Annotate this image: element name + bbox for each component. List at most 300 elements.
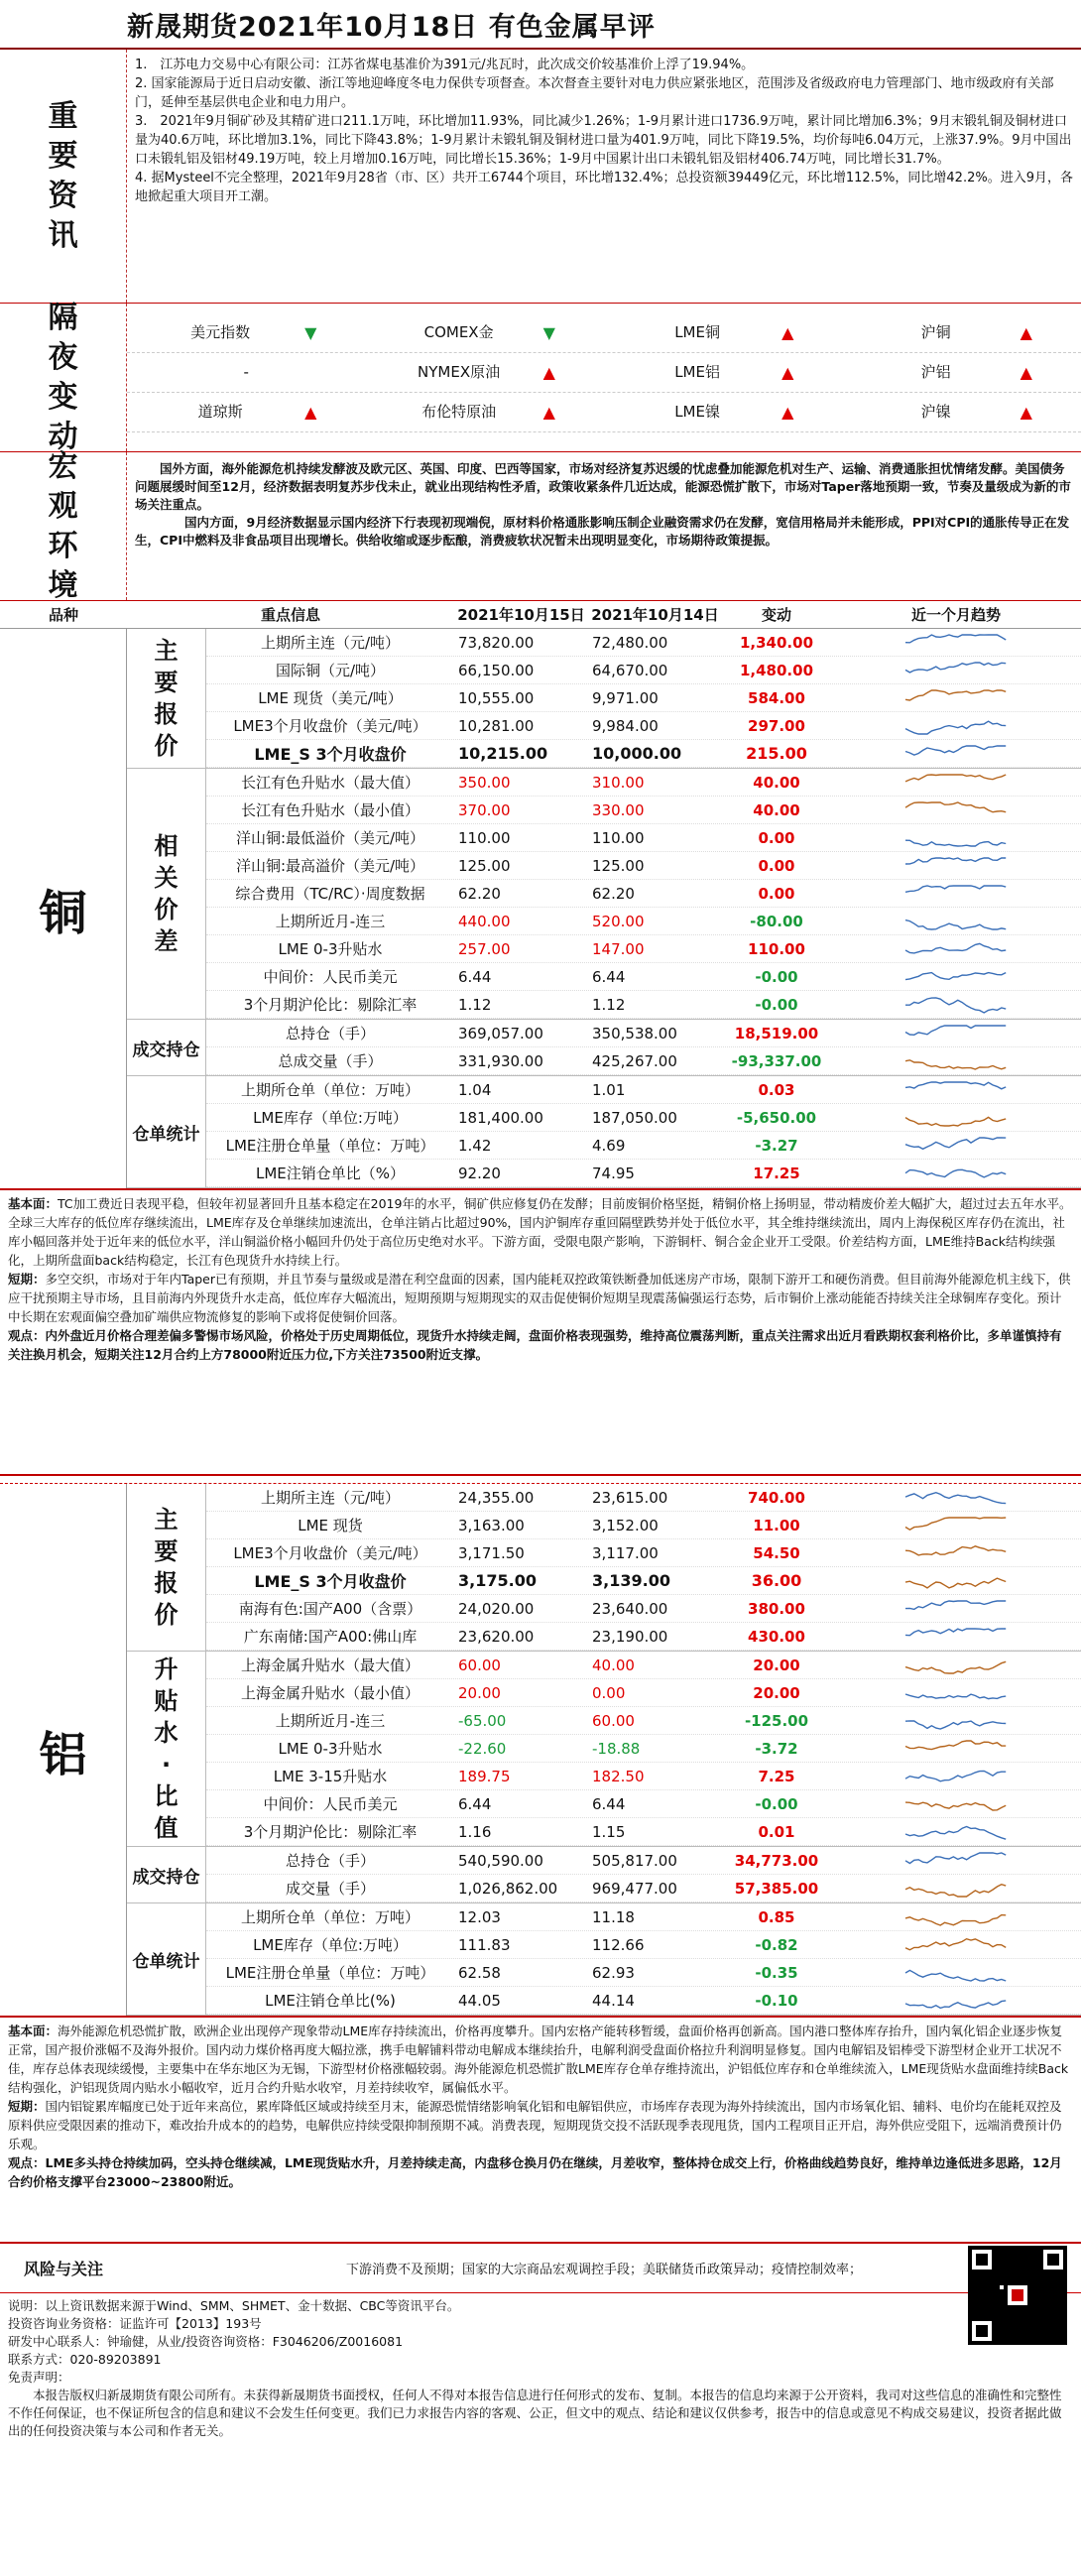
value-previous: 1.15 <box>592 1822 626 1841</box>
up-arrow-icon: ▲ <box>304 403 317 422</box>
value-current: 370.00 <box>458 800 511 819</box>
overnight-grid <box>127 304 1081 451</box>
table-row <box>206 797 1081 824</box>
value-current: 1,026,862.00 <box>458 1879 558 1898</box>
down-arrow-icon: ▼ <box>542 323 555 342</box>
row-name: LME注册仓单量（单位：万吨） <box>225 1137 435 1155</box>
group-label-char: 价 <box>154 1601 179 1629</box>
trend-sparkline <box>901 1793 1011 1815</box>
group-label <box>127 1652 206 1846</box>
trend-cell <box>831 1598 1081 1620</box>
section-label-char: 变 <box>48 379 78 415</box>
trend-sparkline <box>901 1934 1011 1956</box>
table-row <box>206 1679 1081 1707</box>
trend-cell <box>831 1542 1081 1564</box>
group-label-char: 主 <box>154 637 179 665</box>
value-current: 1.12 <box>458 995 492 1014</box>
value-previous: 187,050.00 <box>592 1108 677 1127</box>
trend-sparkline <box>901 1626 1011 1648</box>
trend-cell <box>831 1934 1081 1956</box>
change-value: 0.03 <box>758 1080 795 1099</box>
analysis-heading: 基本面： <box>8 2024 59 2038</box>
trend-cell <box>831 1163 1081 1184</box>
row-name: LME_S 3个月收盘价 <box>254 745 407 764</box>
group-label-char: 报 <box>154 700 179 728</box>
group-rows <box>206 629 1081 768</box>
group-label <box>127 1847 206 1902</box>
trend-cell <box>831 1023 1081 1044</box>
value-current: 369,057.00 <box>458 1024 543 1043</box>
change-value: -0.82 <box>755 1935 798 1954</box>
qr-code-icon <box>968 2246 1067 2345</box>
group-label-char: 报 <box>154 1569 179 1597</box>
overnight-label <box>0 300 127 454</box>
change-value: -0.35 <box>755 1963 798 1982</box>
section-label-char: 动 <box>48 419 78 454</box>
row-group <box>127 629 1081 769</box>
trend-cell <box>831 1655 1081 1676</box>
group-label <box>127 1020 206 1075</box>
macro-paragraph: 国外方面，海外能源危机持续发酵波及欧元区、英国、印度、巴西等国家，市场对经济复苏迟缓的忧虑叠加能源危机对生产、运输、消费通胀担忧情绪发酵。美国债务问题展缓时间至12月，经济数据表明复苏步伐未止，就业出现结构性矛盾，政策收紧条件几近达成，能源恐慌扩散下，市场对Taper落地预期一致，节奏及量级成为新的市场关注重点。 <box>135 461 1071 512</box>
analysis-heading: 基本面： <box>8 1196 59 1211</box>
change-value: 57,385.00 <box>734 1879 819 1898</box>
trend-cell <box>831 1962 1081 1984</box>
row-group <box>127 1484 1081 1652</box>
value-previous: 3,139.00 <box>592 1571 670 1590</box>
analysis-text: 内外盘近月价格合理差偏多警惕市场风险，价格处于历史周期低位，现货升水持续走阔，盘面价格表现强势，维持高位震荡判断，重点关注需求出近月看跌期权套利格价比，多单谨慎持有关注换月机会，短期关注12月合约上方78000附近压力位,下方关注73500附近支撑。 <box>8 1328 1062 1362</box>
trend-sparkline <box>901 632 1011 654</box>
change-value: 0.00 <box>758 884 795 903</box>
table-row <box>206 1763 1081 1790</box>
change-value: 215.00 <box>746 744 807 763</box>
trend-sparkline <box>901 772 1011 794</box>
value-current: 1.16 <box>458 1822 492 1841</box>
value-current: 24,020.00 <box>458 1599 535 1618</box>
trend-sparkline <box>901 1878 1011 1900</box>
column-header: 2021年10月14日 <box>591 606 719 624</box>
value-previous: 74.95 <box>592 1164 635 1182</box>
value-current: 73,820.00 <box>458 633 535 652</box>
news-item: 3. 2021年9月铜矿砂及其精矿进口211.1万吨，环比增加11.93%，同比减少1.26%；1-9月累计进口1736.9万吨，累计同比增加6.3%；9月末锻轧铜及铜材进口量为40.6万吨，环比增加3.1%，同比下降43.8%；1-9月累计未锻轧铜及铜材进口量为401.9万吨，同比下降19.5%，均价每吨6.04万元，上涨37.9%。9月中国出口未锻轧铝及铝材49.19万吨，较上月增加0.16万吨，同比增长15.36%；1-9月中国累计出口未锻轧铝及铝材406.74万吨，同比增长31.7%。 <box>135 114 1072 167</box>
change-value: 17.25 <box>753 1164 800 1182</box>
row-group <box>127 1903 1081 2016</box>
change-value: -93,337.00 <box>731 1051 822 1070</box>
group-rows <box>206 1020 1081 1075</box>
trend-sparkline <box>901 911 1011 932</box>
up-arrow-icon: ▲ <box>781 323 794 342</box>
column-header: 变动 <box>761 606 791 624</box>
value-previous: 0.00 <box>592 1683 626 1702</box>
row-name: LME注册仓单量（单位：万吨） <box>225 1964 435 1982</box>
group-label <box>127 769 206 1019</box>
value-previous: 23,615.00 <box>592 1488 668 1507</box>
footer-line: 投资咨询业务资格：证监许可【2013】193号 <box>8 2316 262 2331</box>
value-previous: 60.00 <box>592 1711 635 1730</box>
table-header <box>0 601 1081 629</box>
overnight-cell <box>127 403 366 422</box>
value-current: 440.00 <box>458 912 511 930</box>
change-value: -0.00 <box>755 1794 798 1813</box>
section-label-char: 隔 <box>48 300 78 335</box>
overnight-name: NYMEX原油 <box>418 363 501 381</box>
trend-sparkline <box>901 1962 1011 1984</box>
value-previous: 40.00 <box>592 1656 635 1674</box>
row-group <box>127 1020 1081 1076</box>
trend-cell <box>831 883 1081 905</box>
overnight-name: 沪铝 <box>920 363 951 381</box>
group-label-char: 要 <box>154 1537 179 1565</box>
analysis-heading: 观点： <box>8 2155 46 2170</box>
table-row <box>206 824 1081 852</box>
news-item: 2. 国家能源局于近日启动安徽、浙江等地迎峰度冬电力保供专项督查。本次督查主要针对电力供应紧张地区，范围涉及省级政府电力管理部门、地市级政府有关部门，延伸至基层供电企业和电力用户。 <box>135 76 1054 110</box>
analysis-paragraph <box>8 2022 1073 2097</box>
value-previous: 147.00 <box>592 939 645 958</box>
group-rows <box>206 1847 1081 1902</box>
change-value: 34,773.00 <box>734 1851 819 1870</box>
trend-sparkline <box>901 1542 1011 1564</box>
analysis-text: 多空交织，市场对于年内Taper已有预期，并且节奏与量级或是潜在利空盘面的因素，国内能耗双控政策铁断叠加低迷房产市场，限制下游开工和硬伤消费。但目前海外能源危机主线下，供应干扰预期主导市场，且目前海内外现货升水走高，低位库存大幅流出，短期预期与短期现实的双击促使铜价短期呈现震荡偏强运行态势，后市铜价上涨动能能否持续关注全球铜库存变化。预计中长期在宏观面偏空叠加矿端供应物流修复的影响下或将促使铜价回落。 <box>8 1272 1071 1324</box>
value-previous: 1.01 <box>592 1080 626 1099</box>
value-previous: 3,117.00 <box>592 1543 659 1562</box>
value-current: 3,163.00 <box>458 1516 525 1534</box>
table-row <box>206 1623 1081 1651</box>
trend-sparkline <box>901 827 1011 849</box>
row-name: 上海金属升贴水（最小值） <box>240 1684 420 1702</box>
table-row <box>206 935 1081 963</box>
trend-cell <box>831 1821 1081 1843</box>
metal-rows <box>127 629 1081 1188</box>
table-row <box>206 1875 1081 1902</box>
trend-sparkline <box>901 1655 1011 1676</box>
row-name: LME注销仓单比（%） <box>255 1165 406 1182</box>
section-label-char: 重 <box>48 98 78 134</box>
value-previous: 425,267.00 <box>592 1051 677 1070</box>
trend-cell <box>831 1135 1081 1157</box>
value-previous: 350,538.00 <box>592 1024 677 1043</box>
group-label-char: · <box>161 1751 172 1779</box>
row-name: 广东南储:国产A00:佛山库 <box>243 1628 418 1646</box>
table-row <box>206 1847 1081 1875</box>
trend-cell <box>831 1682 1081 1704</box>
copper-block <box>0 629 1081 1190</box>
row-name: 国际铜（元/吨） <box>275 662 386 679</box>
value-current: 92.20 <box>458 1164 501 1182</box>
row-name: 南海有色:国产A00（含票） <box>238 1600 422 1618</box>
group-rows <box>206 1652 1081 1846</box>
group-label-char: 值 <box>154 1814 179 1842</box>
overnight-cell <box>604 403 843 422</box>
value-current: 111.83 <box>458 1935 511 1954</box>
row-name: 总持仓（手） <box>285 1852 375 1870</box>
overnight-row <box>127 353 1081 393</box>
change-value: -3.27 <box>755 1136 798 1155</box>
change-value: 40.00 <box>753 773 800 792</box>
trend-sparkline <box>901 938 1011 960</box>
change-value: 7.25 <box>758 1767 795 1785</box>
group-label-text: 仓单统计 <box>132 1124 200 1145</box>
footer-line: 研发中心联系人：钟瑜健，从业/投资咨询资格：F3046206/Z0016081 <box>8 2334 404 2349</box>
group-label-text: 仓单统计 <box>132 1951 200 1972</box>
up-arrow-icon: ▲ <box>781 403 794 422</box>
risk-section <box>0 2244 1081 2293</box>
trend-cell <box>831 687 1081 709</box>
group-label-char: 关 <box>154 864 179 892</box>
value-current: 6.44 <box>458 1794 492 1813</box>
trend-sparkline <box>901 883 1011 905</box>
value-previous: 4.69 <box>592 1136 626 1155</box>
trend-cell <box>831 827 1081 849</box>
value-previous: 23,190.00 <box>592 1627 668 1646</box>
trend-cell <box>831 1515 1081 1536</box>
row-name: 上期所近月-连三 <box>275 1712 386 1730</box>
analysis-paragraph <box>8 1270 1073 1326</box>
overnight-cell <box>604 363 843 382</box>
trend-sparkline <box>901 1710 1011 1732</box>
table-row <box>206 1987 1081 2015</box>
overnight-cell <box>843 323 1081 342</box>
row-name: 上海金属升贴水（最大值） <box>240 1656 420 1674</box>
section-label-char: 讯 <box>48 217 78 253</box>
value-current: 10,215.00 <box>458 744 548 763</box>
trend-sparkline <box>901 855 1011 877</box>
trend-sparkline <box>901 1135 1011 1157</box>
overnight-cell <box>366 403 605 422</box>
value-previous: 3,152.00 <box>592 1516 659 1534</box>
row-name: 上期所仓单（单位：万吨） <box>240 1081 420 1099</box>
table-row <box>206 1512 1081 1539</box>
aluminium-analysis <box>0 2018 1081 2244</box>
trend-cell <box>831 1079 1081 1101</box>
trend-cell <box>831 1710 1081 1732</box>
group-label <box>127 1484 206 1651</box>
value-current: 350.00 <box>458 773 511 792</box>
value-previous: 62.20 <box>592 884 635 903</box>
row-name: 长江有色升贴水（最小值） <box>240 801 420 819</box>
change-value: 18,519.00 <box>734 1024 819 1043</box>
news-list <box>127 50 1081 303</box>
value-current: 60.00 <box>458 1656 501 1674</box>
analysis-heading: 短期： <box>8 2099 46 2114</box>
overnight-row <box>127 393 1081 432</box>
change-value: 36.00 <box>751 1571 802 1590</box>
value-previous: 10,000.00 <box>592 744 682 763</box>
news-item: 1. 江苏电力交易中心有限公司：江苏省煤电基准价为391元/兆瓦时，此次成交价较基准价上浮了19.94%。 <box>135 58 755 72</box>
trend-sparkline <box>901 1821 1011 1843</box>
overnight-name: 沪铜 <box>920 323 951 341</box>
table-row <box>206 1818 1081 1846</box>
table-row <box>206 629 1081 657</box>
value-previous: 330.00 <box>592 800 645 819</box>
value-previous: 9,971.00 <box>592 688 659 707</box>
trend-sparkline <box>901 1682 1011 1704</box>
change-value: 297.00 <box>748 716 805 735</box>
row-name: 总成交量（手） <box>278 1052 383 1070</box>
overnight-cell <box>127 363 366 382</box>
group-rows <box>206 1076 1081 1187</box>
group-label-char: 相 <box>154 832 179 860</box>
change-value: 584.00 <box>748 688 805 707</box>
change-value: -125.00 <box>744 1711 809 1730</box>
change-value: 0.85 <box>758 1907 795 1926</box>
trend-cell <box>831 1990 1081 2012</box>
trend-cell <box>831 1738 1081 1760</box>
table-row <box>206 712 1081 740</box>
down-arrow-icon: ▼ <box>304 323 317 342</box>
group-label-text <box>155 1504 179 1631</box>
value-current: 3,171.50 <box>458 1543 525 1562</box>
row-group <box>127 769 1081 1020</box>
change-value: -0.00 <box>755 995 798 1014</box>
overnight-section <box>0 300 1081 454</box>
value-previous: 6.44 <box>592 967 626 986</box>
group-label-char: 价 <box>154 896 179 923</box>
value-current: 1.42 <box>458 1136 492 1155</box>
change-value: -0.00 <box>755 967 798 986</box>
change-value: -5,650.00 <box>736 1108 817 1127</box>
group-label <box>127 1076 206 1187</box>
group-rows <box>206 1484 1081 1651</box>
analysis-text: 海外能源危机恐慌扩散，欧洲企业出现停产现象带动LME库存持续流出，价格再度攀升。国内宏格产能转移暂缓，盘面价格再创新高。国内港口整体库存抬升，国内氧化铝企业逐步恢复正常，国产报价涨幅不及海外报价。国内动力煤价格再度大幅拉涨，携手电解铺料带动电解成本继续抬升，电解利润受盘面价格拉升利润明显修复。国内电解铝及铝棒受下游型材企业开工状况不佳，库存总体表现续缓慢，主要集中在华东地区为无锡，下游型材价格涨幅较弱。海外能源危机恐慌扩散LME库存仓单存维持流出，沪铝低位库存和仓单维续流入，LME现货贴水盘面维持续Back结构强化，沪铝现货周内贴水小幅收窄，近月合约升贴水收窄，月差持续收窄，属偏低水平。 <box>8 2024 1069 2095</box>
trend-sparkline <box>901 660 1011 681</box>
news-label <box>0 50 127 303</box>
value-previous: -18.88 <box>592 1739 641 1758</box>
value-current: 62.58 <box>458 1963 501 1982</box>
trend-sparkline <box>901 743 1011 765</box>
value-current: 189.75 <box>458 1767 511 1785</box>
trend-cell <box>831 1570 1081 1592</box>
row-name: 综合费用（TC/RC）·周度数据 <box>235 885 425 903</box>
group-label-text <box>155 635 179 762</box>
trend-sparkline <box>901 1570 1011 1592</box>
value-current: 10,281.00 <box>458 716 535 735</box>
table-row <box>206 1595 1081 1623</box>
table-row <box>206 1047 1081 1075</box>
table-row <box>206 1076 1081 1104</box>
group-label-char: 水 <box>154 1719 179 1747</box>
value-previous: 125.00 <box>592 856 645 875</box>
value-current: 257.00 <box>458 939 511 958</box>
macro-paragraph: 国内方面，9月经济数据显示国内经济下行表现初现端倪，原材料价格通胀影响压制企业融资需求仍在发酵，宽信用格局并未能形成，PPI对CPI的通胀传导正在发生，CPI中燃料及非食品项目出现增长。供给收缩或逐步酝酿，消费疲软状况暂未出现明显变化，市场期待政策提振。 <box>135 515 1070 548</box>
overnight-cell <box>366 363 605 382</box>
change-value: 1,480.00 <box>739 661 814 679</box>
trend-sparkline <box>901 1850 1011 1872</box>
analysis-text: LME多头持仓持续加码，空头持仓继续减，LME现货贴水升，月差持续走高，内盘移仓换月仍在继续，月差收窄，整体持仓成交上行，价格曲线趋势良好，维持单边逢低进多思路，12月合约价格支撑平台23000~23800附近。 <box>8 2155 1062 2189</box>
table-row <box>206 880 1081 908</box>
group-label-text <box>155 830 179 957</box>
row-name: LME3个月收盘价（美元/吨） <box>233 1544 427 1562</box>
overnight-cell <box>127 323 366 342</box>
value-current: 24,355.00 <box>458 1488 535 1507</box>
table-row <box>206 1484 1081 1512</box>
overnight-name: LME铜 <box>674 323 720 341</box>
trend-sparkline <box>901 799 1011 821</box>
up-arrow-icon: ▲ <box>1020 403 1032 422</box>
trend-sparkline <box>901 1107 1011 1129</box>
group-label-char: 升 <box>154 1656 179 1683</box>
change-value: 0.00 <box>758 828 795 847</box>
trend-sparkline <box>901 966 1011 988</box>
group-label-text <box>155 1654 179 1844</box>
trend-cell <box>831 1050 1081 1072</box>
overnight-name: 沪镍 <box>920 403 951 421</box>
value-previous: 112.66 <box>592 1935 645 1954</box>
trend-cell <box>831 632 1081 654</box>
trend-cell <box>831 1906 1081 1928</box>
trend-sparkline <box>901 994 1011 1016</box>
value-current: 1.04 <box>458 1080 492 1099</box>
row-name: LME 现货（美元/吨） <box>258 689 403 707</box>
overnight-row <box>127 313 1081 353</box>
value-current: 540,590.00 <box>458 1851 543 1870</box>
row-name: 洋山铜:最低溢价（美元/吨） <box>235 829 425 847</box>
metal-rows <box>127 1484 1081 2016</box>
row-name: 3个月期沪伦比：剔除汇率 <box>243 996 418 1014</box>
row-name: LME 0-3升贴水 <box>278 940 383 958</box>
report-title: 新晟期货2021年10月18日 有色金属早评 <box>127 11 656 43</box>
row-name: 上期所近月-连三 <box>275 913 386 930</box>
trend-sparkline <box>901 1515 1011 1536</box>
trend-sparkline <box>901 687 1011 709</box>
table-row <box>206 1735 1081 1763</box>
section-label-char: 境 <box>48 567 78 603</box>
group-label <box>127 1903 206 2015</box>
up-arrow-icon: ▲ <box>781 363 794 382</box>
row-name: LME_S 3个月收盘价 <box>254 1572 407 1591</box>
trend-cell <box>831 911 1081 932</box>
report-header <box>0 0 1081 50</box>
overnight-cell <box>843 363 1081 382</box>
news-item: 4. 据Mysteel不完全整理，2021年9月28省（市、区）共开工6744个项目，环比增132.4%；总投资额39449亿元，环比增112.5%，同比增42.2%。进入9月，各地掀起重大项目开工潮。 <box>135 171 1073 204</box>
trend-sparkline <box>901 1738 1011 1760</box>
row-name: 总持仓（手） <box>285 1025 375 1043</box>
value-current: 110.00 <box>458 828 511 847</box>
value-previous: 969,477.00 <box>592 1879 677 1898</box>
aluminium-block <box>0 1484 1081 2018</box>
value-previous: 182.50 <box>592 1767 645 1785</box>
trend-sparkline <box>901 1906 1011 1928</box>
table-row <box>206 657 1081 684</box>
trend-cell <box>831 799 1081 821</box>
section-label-char: 环 <box>48 528 78 563</box>
value-previous: 6.44 <box>592 1794 626 1813</box>
trend-cell <box>831 743 1081 765</box>
table-row <box>206 1020 1081 1047</box>
value-previous: 310.00 <box>592 773 645 792</box>
macro-text <box>127 452 1081 600</box>
group-rows <box>206 1903 1081 2015</box>
macro-label <box>0 448 127 603</box>
footer-line: 联系方式：020-89203891 <box>8 2352 162 2367</box>
change-value: 11.00 <box>753 1516 800 1534</box>
analysis-heading: 观点： <box>8 1328 46 1343</box>
value-current: 20.00 <box>458 1683 501 1702</box>
overnight-cell <box>604 323 843 342</box>
group-label-char: 比 <box>154 1782 179 1810</box>
change-value: 430.00 <box>748 1627 805 1646</box>
row-name: 上期所主连（元/吨） <box>260 634 401 652</box>
trend-sparkline <box>901 1163 1011 1184</box>
value-previous: 9,984.00 <box>592 716 659 735</box>
analysis-text: 国内铝锭累库幅度已处于近年来高位，累库降低区域或持续至月末，能源恐慌情绪影响氧化铝和电解铝供应，市场库存表现为海外持续流出，国内市场氧化铝、辅料、电价均在能耗双控及原料供应受限因素的推动下，难改抬升成本的的趋势，电解供应持续受限抑制预期不减。消费表现，短期现货交投不活跃现季表现甩货，国内工程项目正开启，海外供应受阻下，远端消费预计仍乐观。 <box>8 2099 1062 2151</box>
overnight-name: - <box>243 363 249 381</box>
trend-sparkline <box>901 1487 1011 1509</box>
column-header: 近一个月趋势 <box>910 606 1001 624</box>
table-row <box>206 1104 1081 1132</box>
row-name: LME 现货 <box>298 1517 363 1534</box>
trend-cell <box>831 1766 1081 1787</box>
change-value: 40.00 <box>753 800 800 819</box>
row-group <box>127 1652 1081 1847</box>
